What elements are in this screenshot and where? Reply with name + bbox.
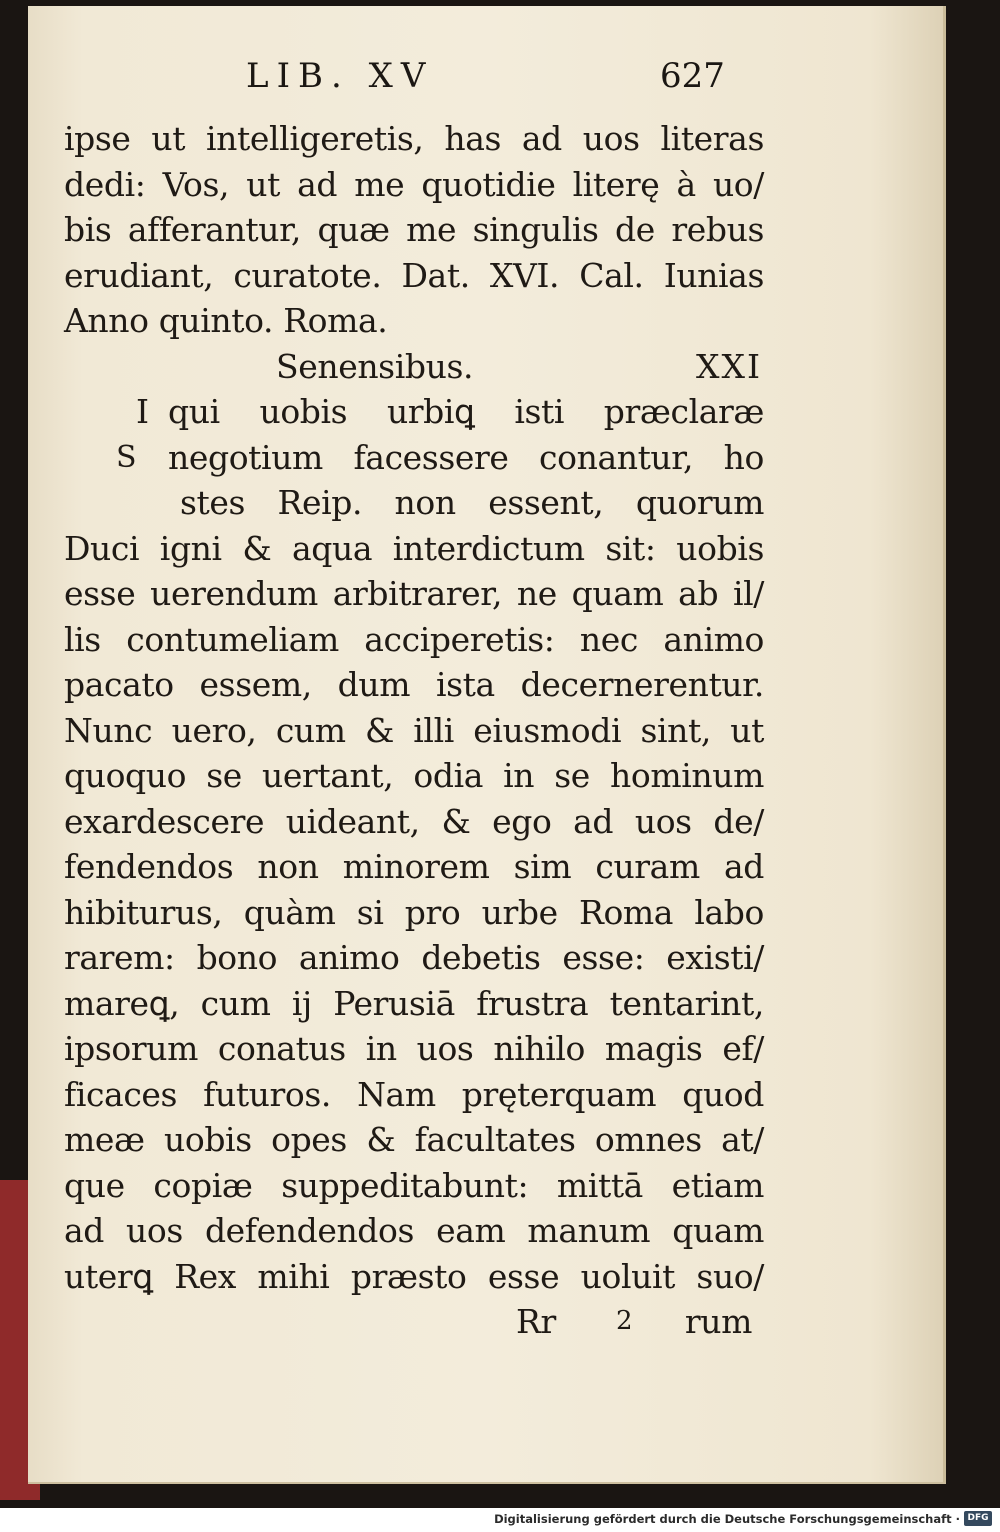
signature-line — [64, 1299, 764, 1345]
text-line: erudiant, curatote. Dat. XVI. Cal. Iunias — [64, 255, 764, 295]
text-line: pacato essem, dum ista decernerentur. — [64, 665, 764, 704]
text-line: mareꝗ, cum ij Perusiā frustra tentarint, — [64, 983, 764, 1023]
text-line: ipsorum conatus in uos nihilo magis ef/ — [64, 1029, 764, 1068]
book-page — [28, 6, 946, 1484]
signature-mark: Rr — [516, 1302, 556, 1341]
dfg-logo-icon: DFG — [964, 1511, 992, 1526]
initial-mark: I — [136, 392, 149, 431]
text-line: meæ uobis opes & facultates omnes at/ — [64, 1120, 764, 1159]
footer-bar — [0, 1508, 1000, 1532]
text-line: rarem: bono animo debetis esse: existi/ — [64, 938, 764, 977]
text-line: Nunc uero, cum & illi eiusmodi sint, ut — [64, 710, 764, 750]
letter-heading — [64, 344, 764, 390]
text-line: quoquo se uertant, odia in se hominum — [64, 756, 764, 795]
running-head — [28, 56, 946, 100]
footer-credit: Digitalisierung gefördert durch die Deutsche Forschungsgemeinschaft · — [494, 1512, 960, 1526]
text-line: stes Reip. non essent, quorum — [180, 483, 764, 522]
text-line: uterꝗ Rex mihi præsto esse uoluit suo/ — [64, 1256, 764, 1296]
text-line: Anno quinto. Roma. — [64, 301, 388, 340]
text-line-content: negotium facessere conantur, ho — [168, 437, 764, 477]
text-line: ficaces futuros. Nam pręterquam quod — [64, 1074, 764, 1114]
page-number: 627 — [660, 56, 725, 96]
text-line-content: qui uobis urbiꝗ isti præclaræ — [168, 392, 764, 431]
text-line-second — [64, 435, 764, 481]
text-line: ad uos defendendos eam manum quam — [64, 1211, 764, 1250]
text-line: bis afferantur, quæ me singulis de rebus — [64, 210, 764, 249]
text-line: hibiturus, quàm si pro urbe Roma labo — [64, 892, 764, 932]
text-line-first — [64, 389, 764, 435]
running-head-title: LIB. XV — [246, 56, 434, 96]
catchword: rum — [684, 1302, 752, 1341]
text-line: ipse ut intelligeretis, has ad uos literas — [64, 119, 764, 158]
letter-heading-title: Senensibus. — [276, 346, 474, 386]
text-line: lis contumeliam acciperetis: nec animo — [64, 619, 764, 659]
text-line: esse uerendum arbitrarer, ne quam ab il/ — [64, 574, 764, 613]
text-block — [64, 116, 764, 1345]
signature-number: 2 — [616, 1306, 633, 1336]
text-line: que copiæ suppeditabunt: mittā etiam — [64, 1165, 764, 1205]
drop-initial-letter: S — [116, 439, 137, 475]
text-line: Duci igni & aqua interdictum sit: uobis — [64, 528, 764, 568]
text-line: exardescere uideant, & ego ad uos de/ — [64, 801, 764, 841]
text-line: fendendos non minorem sim curam ad — [64, 847, 764, 886]
letter-heading-number: XXI — [695, 346, 762, 386]
text-line: dedi: Vos, ut ad me quotidie literę à uo/ — [64, 164, 764, 204]
